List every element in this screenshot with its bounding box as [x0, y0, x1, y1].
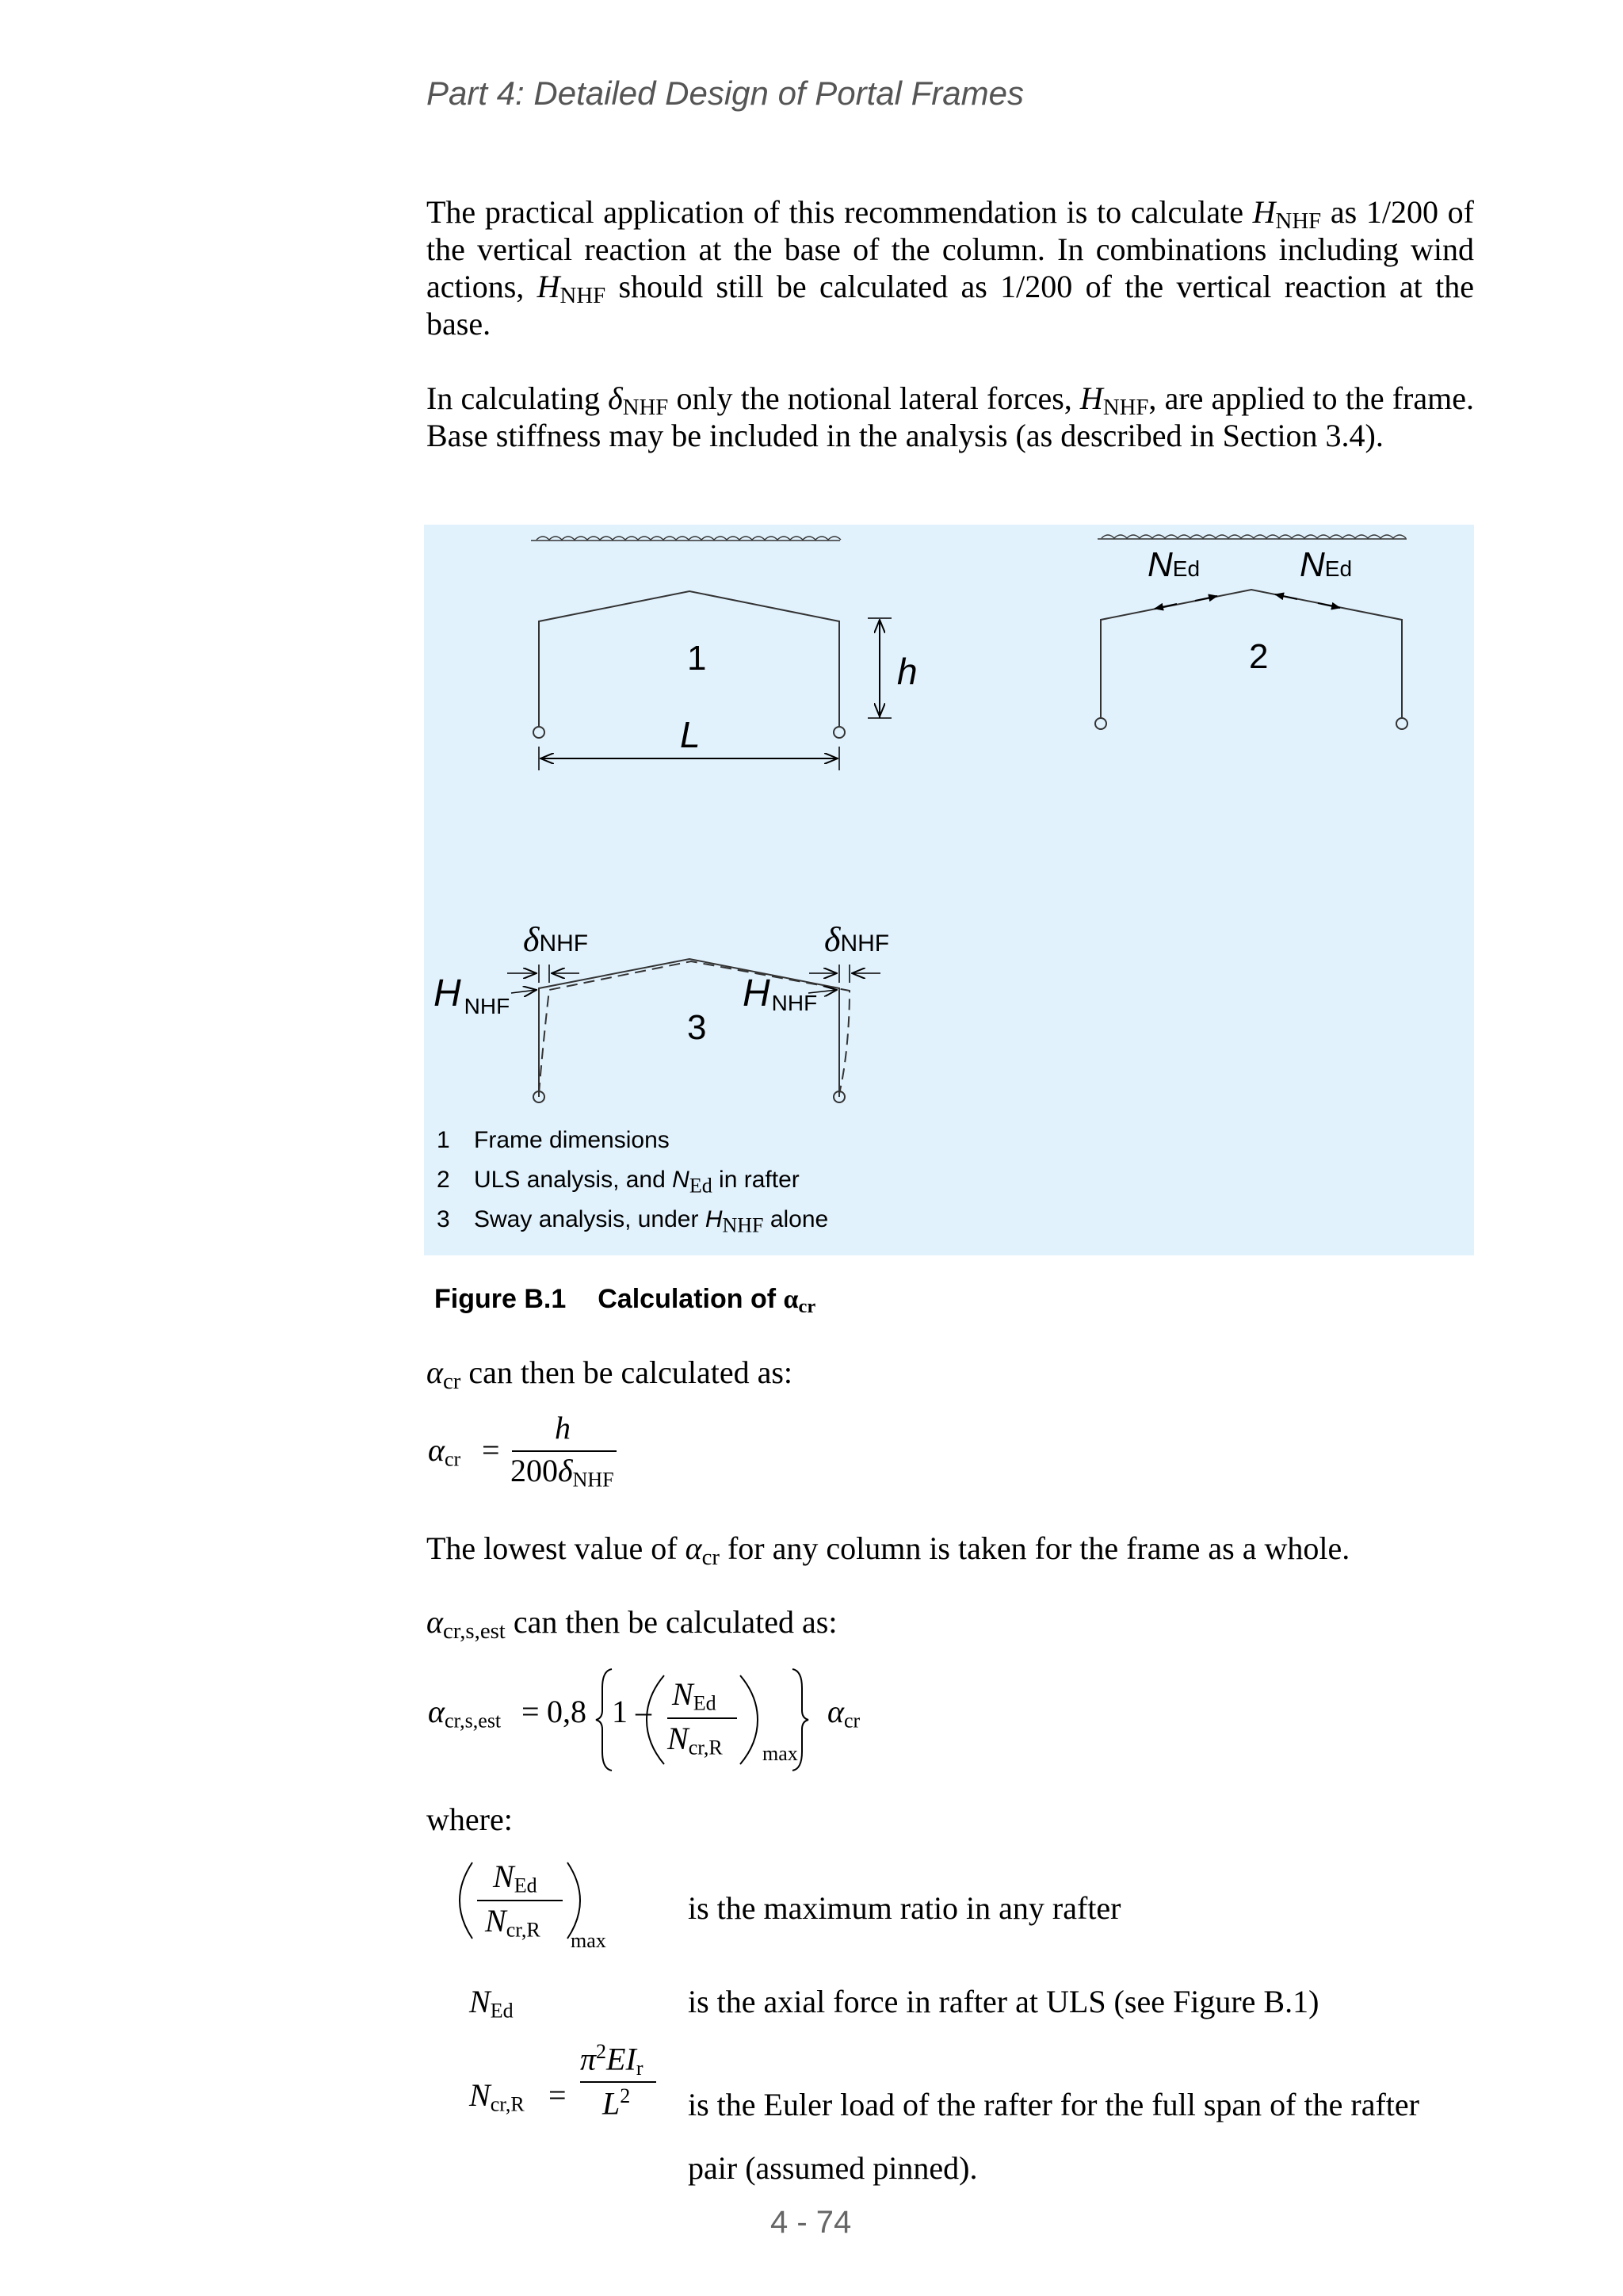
label-diagram-2: 2: [1249, 637, 1269, 676]
pin-support-right: [834, 727, 845, 738]
label-diagram-1: 1: [687, 639, 707, 678]
axial-force-arrow-3: [1275, 594, 1297, 599]
figure-b1-panel: [424, 525, 1474, 1255]
paragraph-hnhf-calculation: The practical application of this recommendation is to calculate $H_{NHF}$ as 1/200 of the vertical reaction at the base of the column. In combinations including wind actions, $H_{NHF}$ should still be calculated as 1/200 of the vertical reaction at the base.: [426, 194, 1474, 342]
load-wavy-line-2: [1102, 535, 1406, 538]
axial-force-arrow-4: [1318, 603, 1340, 608]
h-force-arrow-left: [511, 990, 537, 993]
pin-support-left: [533, 727, 544, 738]
ratio-ned-ncrr-max: $N_{Ed}$ $N_{cr,R}$ max: [458, 1853, 617, 1964]
equation-alpha-cr: $\alpha_{cr}$ = h $200\delta_{NHF}$: [428, 1412, 666, 1499]
axial-force-arrow-2: [1195, 596, 1217, 601]
where-desc-euler: is the Euler load of the rafter for the full span of the rafter pair (assumed pinned).: [688, 2087, 1419, 2186]
label-h-nhf-right: HNHF: [743, 972, 818, 1015]
where-desc-ratio: is the maximum ratio in any rafter: [688, 1890, 1121, 1926]
label-diagram-3: 3: [687, 1008, 707, 1047]
alpha-crsest-intro: $\alpha_{cr,s,est}$ can then be calculated as:: [426, 1604, 838, 1645]
equation-euler-load: $N_{cr,R}$ = $\pi^2EI_r$ $L^2$: [469, 2040, 675, 2151]
figure-caption: Figure B.1 Calculation of $\alpha_{cr}$: [434, 1284, 816, 1318]
where-label: where:: [426, 1801, 513, 1837]
alpha-cr-intro: $\alpha_{cr}$ can then be calculated as:: [426, 1354, 793, 1395]
paragraph-delta-calculation: In calculating $\delta_{NHF}$ only the notional lateral forces, $H_{NHF}$, are applied to the frame. Base stiffness may be included in the analysis (as described in Section 3.4).: [426, 380, 1474, 453]
label-height-h: h: [897, 651, 918, 692]
label-h-nhf-left: HNHF: [433, 972, 510, 1018]
label-ned-right: NEd: [1300, 545, 1353, 584]
axial-force-arrow-1: [1155, 604, 1177, 609]
symbol-ned: $N_{Ed}$: [469, 1984, 514, 2023]
label-span-L: L: [680, 714, 701, 755]
legend-item-2: 2 ULS analysis, and $N_{Ed}$ in rafter: [437, 1167, 800, 1198]
page-number: 4 - 74: [770, 2205, 852, 2240]
equation-alpha-crsest: $\alpha_{cr,s,est}$ = 0,8 1 – $N_{Ed}$ $N_{cr,R}$ max $\alpha_{cr}$: [428, 1664, 872, 1775]
where-desc-ned: is the axial force in rafter at ULS (see Figure B.1): [688, 1984, 1319, 2019]
label-delta-nhf-right: δNHF: [824, 920, 890, 959]
legend-item-1: 1 Frame dimensions: [437, 1127, 670, 1153]
running-header: Part 4: Detailed Design of Portal Frames: [426, 74, 1024, 112]
label-ned-left: NEd: [1148, 545, 1201, 584]
load-wavy-line-1: [537, 537, 841, 540]
lowest-value-text: The lowest value of $\alpha_{cr}$ for any column is taken for the frame as a whole.: [426, 1530, 1350, 1571]
diagram-uls-analysis: [1095, 535, 1407, 729]
legend-item-3: 3 Sway analysis, under $H_{NHF}$ alone: [437, 1206, 829, 1237]
diagram-frame-dimensions: [531, 537, 892, 770]
label-delta-nhf-left: δNHF: [523, 920, 589, 959]
